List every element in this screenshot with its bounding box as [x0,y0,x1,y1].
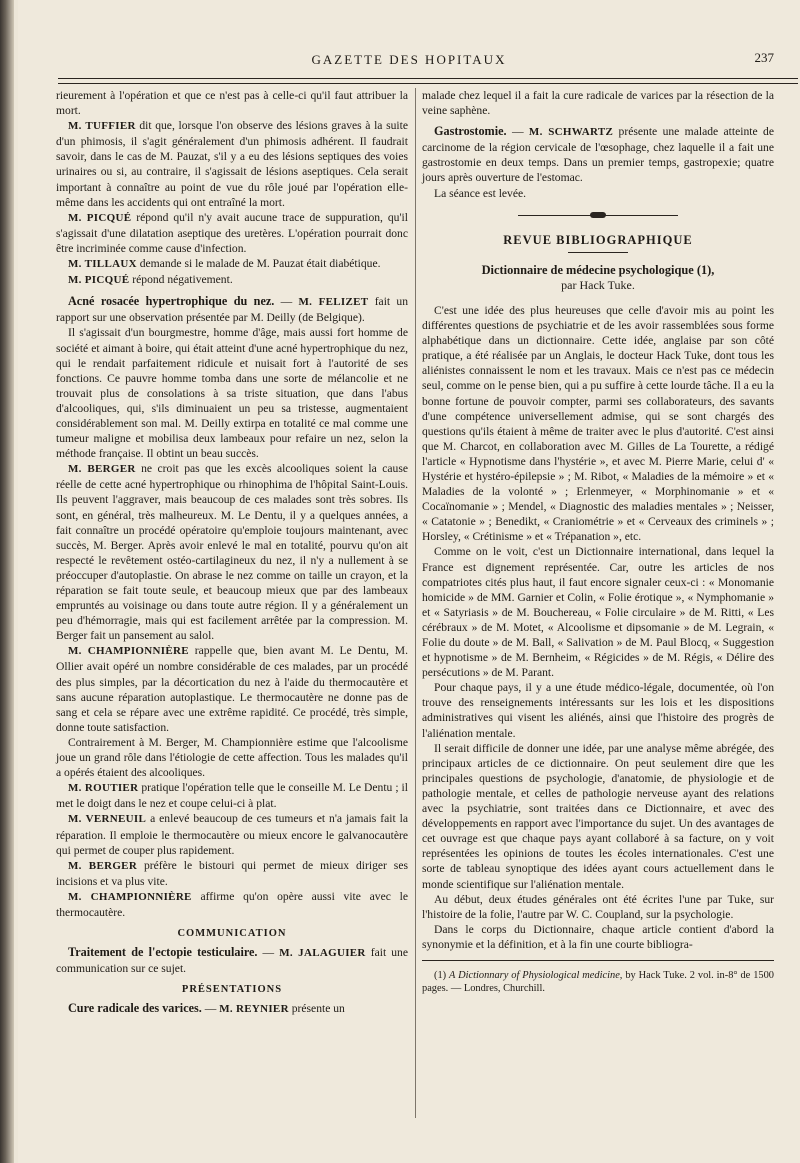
paragraph: M. TUFFIER dit que, lorsque l'on observe des lésions graves à la suite d'un phimosis, il s'agit généralement d'un phimosis adhérent. Il faudrait savoir, dans le cas de M. Pauzat, s'il y a eu des lésions septiques des voies urinaires ou si, au contraire, il s'agissait de lésions aseptiques. Cela serait important à connaître au point de vue du rôle joué par l'opération elle-même dans les accidents qui ont entraîné la mort. [56,119,408,209]
book-title: Dictionnaire de médecine psychologique (1), [481,262,715,277]
running-title: GAZETTE DES HOPITAUX [311,52,507,67]
paragraph: M. TILLAUX demande si le malade de M. Pauzat était diabétique. [68,257,381,271]
paragraph: Comme on le voit, c'est un Dictionnaire international, dans lequel la France est dignement représentée. Car, outre les articles de nos compatriotes cités plus haut, il faut encore signaler ceux-ci : « Monomanie homicide » de MM. Garnier et Colin, « Folie érotique », « Nymphomanie » et « Satyriasis » de M. Bouchereau, « Folie circulaire » de M. Ritti, « Les cérébraux » de M. Motet, « Alcoolisme et dipsomanie » de M. Legrain, « Folie du doute » de M. Ball, « Salivation » de M. Paul Blocq, « Suggestion et hypnotisme » de M. Bernheim, « Régicides » de M. Régis, « Délire des persécutions » de M. Parant. [422,545,774,680]
paragraph: Cure radicale des varices. — M. REYNIER présente un [68,1001,345,1016]
right-column [422,88,774,995]
footnote-rule [422,960,774,961]
speaker-name: M. PICQUÉ [68,211,132,224]
header-rule-thin [58,83,798,84]
speaker-name: M. JALAGUIER [279,947,366,960]
paragraph: M. PICQUÉ répond négativement. [68,273,233,287]
speaker-name: M. BERGER [68,463,136,476]
page-binding-edge [0,0,14,1163]
paragraph: M. BERGER préfère le bistouri qui permet de mieux diriger ses incisions et va plus vite. [56,858,408,888]
topic-heading: Gastrostomie. [434,124,507,139]
paragraph: Dans le corps du Dictionnaire, chaque article contient d'abord la synonymie et la définition, et à la fin une courte bibliogra- [422,922,774,951]
paragraph: Au début, deux études générales ont été écrites l'une par Tuke, sur l'histoire de la folie, l'autre par W. C. Coupland, sur la psychologie. [422,892,774,921]
paragraph: Traitement de l'ectopie testiculaire. — M. JALAGUIER fait une communication sur ce sujet. [56,945,408,976]
paragraph: Acné rosacée hypertrophique du nez. — M. FELIZET fait un rapport sur une observation présentée par M. Deilly (de Belgique). [56,294,409,325]
paragraph: malade chez lequel il a fait la cure radicale de varices par la résection de la veine saphène. [422,89,774,118]
left-column [56,88,408,1018]
paragraph: M. CHAMPIONNIÈRE affirme qu'on opère aussi vite avec le thermocautère. [56,889,408,919]
speaker-name: M. REYNIER [219,1003,289,1016]
speaker-name: M. BERGER [68,859,138,872]
paragraph: Il serait difficile de donner une idée, par une analyse même abrégée, des principaux articles de ce dictionnaire. On peut seulement dire que les principales questions de psychologie, d'anatomie, de physiologie et de pathologie mentale, et celles de pathologie nerveuse ayant des relations avec la psychiatrie, sont traitées dans ce Dictionnaire, et avec des développements en rapport avec l'importance du sujet. Un des avantages de cet ouvrage est que chaque pays ayant collaboré à sa facture, on y voit représentées les opinions de toutes les écoles internationales. C'est une sorte de tableau synoptique des idées ayant cours actuellement dans le monde scientifique sur l'aliénation mentale. [422,741,774,891]
page-number: 237 [754,50,774,65]
paragraph: Il s'agissait d'un bourgmestre, homme d'âge, mais aussi fort homme de société et aimant à boire, qui était atteint d'une acné hypertrophique du nez, qui le rendait parfaitement ridicule et nuisait fort à l'autorité de ses fonctions. Ce pauvre homme tomba dans une sorte de mélancolie et ne trouvait plus de consolations à sa triste situation, que dans l'abus d'alcooliques, qui, s'ils diminuaient un peu sa tristesse, augmentaient considérablement son mal. M. Deilly extirpa en totalité ce mal comme une tumeur maligne et mobilisa deux lambeaux pour refaire un nez, selon la méthode française. Il obtint un beau succès. [56,326,408,461]
topic-heading: Acné rosacée hypertrophique du nez. [68,294,275,309]
paragraph: M. BERGER ne croit pas que les excès alcooliques soient la cause réelle de cette acné hypertrophique ou rhinophima de l'hôpital Saint-Louis. Ils peuvent l'aggraver, mais beaucoup de ces malades sont très sobres. Ils sont, en général, très malheureux. M. Le Dentu, il y a quelques années, a fait connaître un procédé opératoire qu'emploie toujours maintenant, avec succès, M. Berger. Après avoir enlevé le mal en totalité, pourvu qu'on ait respecté le revêtement ostéo-cartilagineux du nez, il n'y a nullement à se préoccuper d'autoplastie. On abrase le nez comme on taille un crayon, et la réparation se fait toute seule, et beaucoup mieux que par des lambeaux empruntés au voisinage ou dans toute autre région. Il y a généralement un peu d'hémorragie, mais qui est facilement arrêtée par la compression. M. Berger fait un pansement au salol. [56,462,408,643]
paragraph: Pour chaque pays, il y a une étude médico-légale, documentée, où l'on trouve des renseignements intéressants sur les lois et les dispositions administratives qui visent les aliénés, ainsi que l'histoire des progrès de l'aliénation mentale. [422,681,774,740]
footnote: (1) A Dictionnary of Physiological medicine, by Hack Tuke. 2 vol. in-8° de 1500 pages. — Londres, Churchill. [422,969,774,994]
paragraph: C'est une idée des plus heureuses que celle d'avoir mis au point les différentes questions de psychiatrie et de les avoir rassemblées sous forme alphabétique dans un dictionnaire. Cette idée, anglaise par son côté pratique, a été réalisée par un Anglais, le docteur Hack Tuke, dont tous les aliénistes connaissent le nom et les travaux. Mais ce n'est pas ce médecin seul, comme on le pense bien, qui a pu suffire à cette lourde tâche. Il a eu la bonne fortune de pouvoir compter, parmi ses collaborateurs, des savants d'une compétence universellement admise, qui se sont chargés des questions qu'ils étaient à même de traiter avec le plus d'autorité. C'est ainsi que M. Charcot, en collaboration avec M. Gilles de La Tourette, a rédigé l'article « Hypnotisme dans l'hystérie », et avec M. Pierre Marie, celui d' « Hystérie et hystéro-épilepsie » ; M. Ribot, « Maladies de la mémoire » et « Maladies de la volonté » ; Erlenmeyer, « Morphinomanie » et « Cocaïnomanie » ; Mendel, « Diagnostic des maladies mentales » ; Neisser, « Catatonie » ; Benedikt, « Craniométrie » et « Cerveaux des criminels » ; Horsley, « Crétinisme » et « Trépanation », etc. [422,303,774,544]
newspaper-page [18,0,800,1163]
speaker-name: M. FELIZET [298,296,369,309]
paragraph: Contrairement à M. Berger, M. Championnière estime que l'alcoolisme joue un grand rôle dans l'étiologie de cette affection. Tous les malades qu'il a opérés étaient des alcooliques. [56,735,408,780]
paragraph: Gastrostomie. — M. SCHWARTZ présente une malade atteinte de carcinome de la région cervicale de l'œsophage, chez laquelle il a fait une gastrostomie en deux temps. Dans un premier temps, gastropexie; quatre jours après ouverture de l'estomac. [422,124,774,185]
speaker-name: M. CHAMPIONNIÈRE [68,890,192,903]
speaker-name: M. PICQUÉ [68,274,130,287]
ornamental-rule [518,213,678,219]
paragraph: M. CHAMPIONNIÈRE rappelle que, bien avant M. Le Dentu, M. Ollier avait opéré un nombre considérable de ces malades, par un procédé des plus simples, par la décortication du nez à l'aide du thermocautère et sans aucune réparation autoplastique. Le thermocautère ne donne pas de sang et cela se répare avec une extrême rapidité. Ce procédé, très simple, donne toute satisfaction. [56,644,408,734]
page-header [18,50,800,70]
topic-heading: Traitement de l'ectopie testiculaire. [68,945,258,960]
column-divider [415,88,416,1118]
header-rule [58,78,798,79]
paragraph: M. ROUTIER pratique l'opération telle que le conseille M. Le Dentu ; il met le doigt dans le nez et coupe celui-ci à plat. [56,781,408,811]
paragraph: M. VERNEUIL a enlevé beaucoup de ces tumeurs et n'a jamais fait la réparation. Il emploie le thermocautère ou mieux encore le galvanocautère qui permet de couper plus rapidement. [56,812,408,857]
paragraph: M. PICQUÉ répond qu'il n'y avait aucune trace de suppuration, qu'il s'agissait d'une dilatation aseptique des uretères. L'opération pourrait donc être incriminée comme cause d'infection. [56,210,408,255]
speaker-name: M. ROUTIER [68,782,139,795]
footnote-book-title: A Dictionnary of Physiological medicine, [449,969,623,981]
section-heading-revue: REVUE BIBLIOGRAPHIQUE [503,232,693,247]
book-author: par Hack Tuke. [561,277,635,292]
section-heading-communication: COMMUNICATION [177,928,287,940]
speaker-name: M. SCHWARTZ [528,126,614,139]
paragraph: La séance est levée. [434,186,527,200]
paragraph: rieurement à l'opération et que ce n'est pas à celle-ci qu'il faut attribuer la mort. [56,89,408,118]
speaker-name: M. CHAMPIONNIÈRE [68,645,189,658]
speaker-name: M. VERNEUIL [68,813,147,826]
speaker-name: M. TILLAUX [68,258,137,271]
topic-heading: Cure radicale des varices. [68,1001,202,1016]
short-rule [568,252,628,253]
section-heading-presentations: PRÉSENTATIONS [181,984,283,996]
speaker-name: M. TUFFIER [68,120,136,133]
